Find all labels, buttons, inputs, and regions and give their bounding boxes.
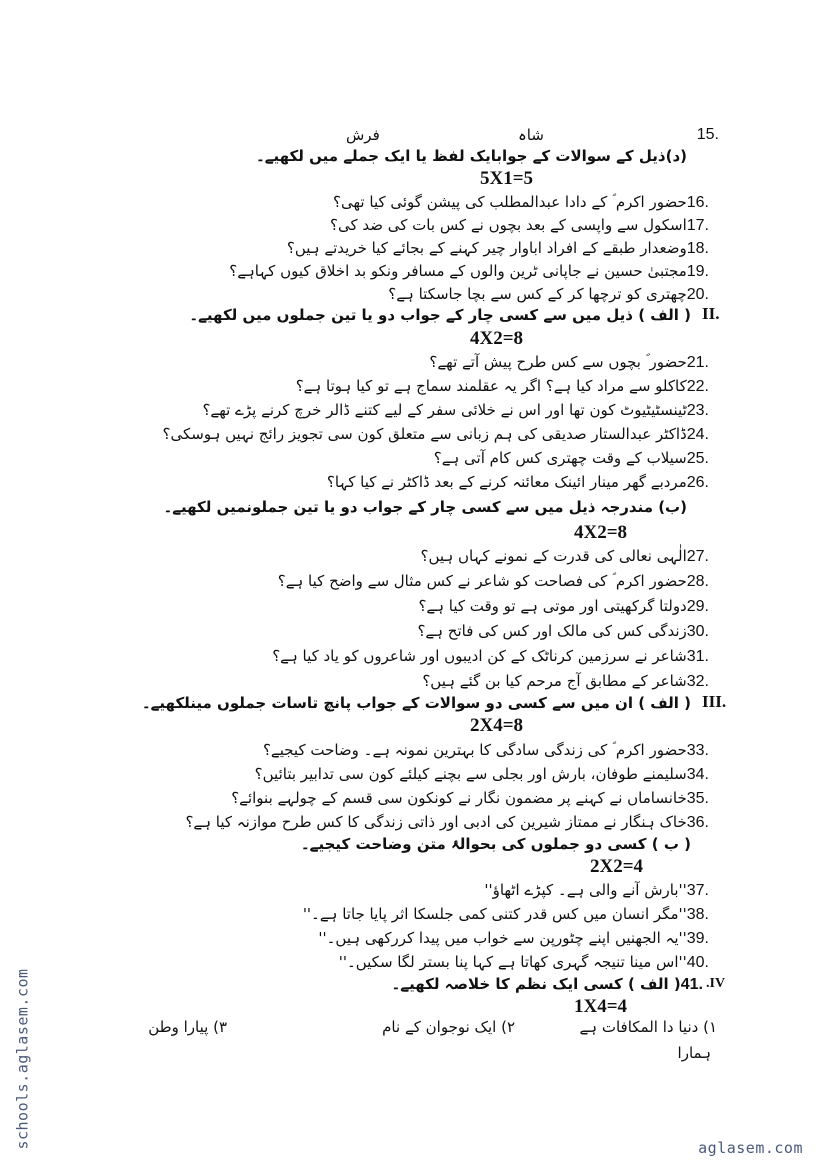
question-text: حضور اکرم ؐ کی زندگی سادگی کا بہترین نمونہ ہے۔ وضاحت کیجیے؟ xyxy=(262,741,687,759)
question-text: ڈاکٹر عبدالستار صدیقی کی ہم زبانی سے متعلق کون سی تجویز رائج نہیں ہوسکی؟ xyxy=(162,425,687,443)
question-text: ''مگر انسان میں کس قدر کتنی کمی جلسکا اثر پایا جاتا ہے۔'' xyxy=(302,905,687,923)
question-text: زندگی کس کی مالک اور کس کی فاتح ہے؟ xyxy=(417,622,687,640)
poem-option-2: ۲) ایک نوجوان کے نام xyxy=(382,1018,515,1036)
question-number: 29. xyxy=(686,598,709,615)
question-number: 17. xyxy=(686,217,709,234)
option-a: شاہ xyxy=(518,126,544,144)
question-37 xyxy=(484,880,709,901)
question-text: ٹینسٹیٹیوٹ کون تھا اور اس نے خلائی سفر کے لیے کتنے ڈالر خرچ کرنے پڑے تھے؟ xyxy=(202,401,687,419)
section-text: کسی ایک نظم کا خلاصہ لکھیے۔ xyxy=(391,975,623,993)
question-38 xyxy=(303,904,709,925)
question-18 xyxy=(287,238,709,259)
section-roman-IV: .IV xyxy=(706,976,726,991)
section-text: ذیل میں سے کسی چار کے جواب دو یا تین جملوں میں لکھیے۔ xyxy=(189,306,633,324)
section-label: ( الف ) xyxy=(638,694,691,712)
poem-option-1: ۱) دنیا دا المکافات ہے xyxy=(579,1018,717,1036)
question-text: چھتری کو ترچھا کر کے کس سے بچا جاسکتا ہے؟ xyxy=(388,285,687,303)
question-33 xyxy=(263,740,709,761)
option-b: فرش xyxy=(346,126,380,144)
question-31 xyxy=(272,646,709,667)
question-22 xyxy=(296,376,709,397)
question-number: 33. xyxy=(686,742,709,759)
question-17 xyxy=(330,215,709,236)
question-27 xyxy=(421,546,709,567)
question-number: 16. xyxy=(686,194,709,211)
question-text: حضور اکرم ؐ کے دادا عبدالمطلب کی پیشن گوئی کیا تھی؟ xyxy=(333,193,687,211)
section-label: ( ب ) xyxy=(651,835,691,853)
section-2a-marks: 4X2=8 xyxy=(470,328,524,349)
question-number: 26. xyxy=(686,474,709,491)
question-24 xyxy=(163,424,710,445)
question-number: 37. xyxy=(686,882,709,899)
section-text: کسی دو جملوں کی بحوالۂ متن وضاحت کیجیے۔ xyxy=(300,835,647,853)
section-label: ( الف ) xyxy=(638,306,691,324)
section-d-heading: (د)ذیل کے سوالات کے جوابایک لفظ یا ایک جملے میں لکھیے۔ xyxy=(255,147,687,165)
question-text: دولتا گرکھیتی اور موتی ہے تو وقت کیا ہے؟ xyxy=(418,597,687,615)
question-20 xyxy=(388,284,709,305)
section-roman-II: II. xyxy=(702,304,720,323)
question-text: سیلاب کے وقت چھتری کس کام آتی ہے؟ xyxy=(433,449,687,467)
section-2b-heading: (ب) مندرجہ ذیل میں سے کسی چار کے جواب دو یا تین جملونمیں لکھیے۔ xyxy=(163,498,687,516)
section-4-marks: 1X4=4 xyxy=(574,996,628,1017)
footer-watermark: aglasem.com xyxy=(698,1139,803,1157)
section-3b-marks: 2X2=4 xyxy=(590,856,644,877)
question-text: حضور اکرم ؐ کی فصاحت کو شاعر نے کس مثال سے واضح کیا ہے؟ xyxy=(277,572,687,590)
question-21 xyxy=(429,352,709,373)
section-3a-marks: 2X4=8 xyxy=(470,715,524,736)
question-number: 15. xyxy=(696,126,719,143)
question-number: 34. xyxy=(686,766,709,783)
side-watermark: schools.aglasem.com xyxy=(13,968,32,1150)
question-number: 31. xyxy=(686,648,709,665)
question-number: 28. xyxy=(686,573,709,590)
question-text: ''اس مینا تنیجہ گہری کھاتا ہے کہا پنا بستر لگا سکیں۔'' xyxy=(338,953,687,971)
section-2b-marks: 4X2=8 xyxy=(574,522,628,543)
question-text: حضور ؐ بچوں سے کس طرح پیش آتے تھے؟ xyxy=(429,353,687,371)
question-number: 38. xyxy=(686,906,709,923)
question-35 xyxy=(231,788,709,809)
question-39 xyxy=(318,928,709,949)
poem-option-3: ۳) پیارا وطن xyxy=(148,1018,227,1036)
question-text: خاک ہنگار نے ممتاز شیرین کی ادبی اور ذاتی زندگی کا کس طرح موازنہ کیا ہے؟ xyxy=(185,813,687,831)
question-number: 36. xyxy=(686,814,709,831)
question-40 xyxy=(339,952,709,973)
question-number: 20. xyxy=(686,286,709,303)
poem-option-3-continued: ہمارا xyxy=(677,1044,711,1062)
question-text: الٰہی نعالی کی قدرت کے نمونے کہاں ہیں؟ xyxy=(420,547,687,565)
question-text: ''یہ الجھنیں اپنے چٹورپن سے خواب میں پیدا کررکھی ہیں۔'' xyxy=(318,929,687,947)
question-number: 19. xyxy=(686,263,709,280)
question-number: 24. xyxy=(686,426,709,443)
section-roman-III: III. xyxy=(702,692,727,711)
question-text: ''بارش آنے والی ہے۔ کپڑے اٹھاؤ'' xyxy=(484,881,687,899)
question-19 xyxy=(229,261,709,282)
question-number: 27. xyxy=(686,548,709,565)
question-number: 41. xyxy=(680,976,703,993)
question-34 xyxy=(255,764,709,785)
question-text: مجتبیٰ حسین نے جاپانی ٹرین والوں کے مسافر ونکو بد اخلاق کیوں کہاہے؟ xyxy=(229,262,687,280)
question-23 xyxy=(202,400,709,421)
question-number: 35. xyxy=(686,790,709,807)
section-4-heading xyxy=(392,974,704,995)
question-36 xyxy=(185,812,709,833)
question-number: 30. xyxy=(686,623,709,640)
question-number: 23. xyxy=(686,402,709,419)
question-text: مردبے گھر مینار ائینک معائنہ کرنے کے بعد ڈاکٹر نے کیا کہا؟ xyxy=(326,473,687,491)
question-29 xyxy=(418,596,709,617)
question-32 xyxy=(422,671,709,692)
section-d-marks: 5X1=5 xyxy=(480,168,534,189)
question-text: سلیمنے طوفان، بارش اور بجلی سے بچنے کیلئے کون سی تدابیر بتائیں؟ xyxy=(254,765,687,783)
question-number: 18. xyxy=(686,240,709,257)
question-number: 21. xyxy=(686,354,709,371)
question-text: خانساماں نے کہنے پر مضمون نگار نے کونکون سی قسم کے چولہے بنوائے؟ xyxy=(231,789,687,807)
section-3b-heading xyxy=(301,834,691,854)
question-number: 25. xyxy=(686,450,709,467)
section-text: ان میں سے کسی دو سوالات کے جواب پانچ تاسات جملوں مینلکھیے۔ xyxy=(141,694,633,712)
question-16 xyxy=(333,192,709,213)
section-3a-heading xyxy=(142,693,691,713)
question-number: 39. xyxy=(686,930,709,947)
question-30 xyxy=(417,621,709,642)
section-2a-heading xyxy=(189,305,691,325)
question-text: وضعدار طبقے کے افراد اباوار چیر کہنے کے بجائے کیا خریدتے ہیں؟ xyxy=(286,239,687,257)
question-number: 32. xyxy=(686,673,709,690)
question-28 xyxy=(278,571,709,592)
question-26 xyxy=(327,472,709,493)
question-text: کاکلو سے مراد کیا ہے؟ اگر یہ عقلمند سماج ہے تو کیا ہوتا ہے؟ xyxy=(295,377,687,395)
section-label: ( الف ) xyxy=(627,975,681,993)
question-15 xyxy=(697,124,719,145)
question-number: 40. xyxy=(686,954,709,971)
question-25 xyxy=(434,448,709,469)
question-text: اسکول سے واپسی کے بعد بچوں نے کس بات کی ضد کی؟ xyxy=(330,216,687,234)
question-text: شاعر نے سرزمین کرناٹک کے کن ادیبوں اور شاعروں کو یاد کیا ہے؟ xyxy=(272,647,687,665)
question-number: 22. xyxy=(686,378,709,395)
question-text: شاعر کے مطابق آج مرحم کیا بن گئے ہیں؟ xyxy=(422,672,687,690)
